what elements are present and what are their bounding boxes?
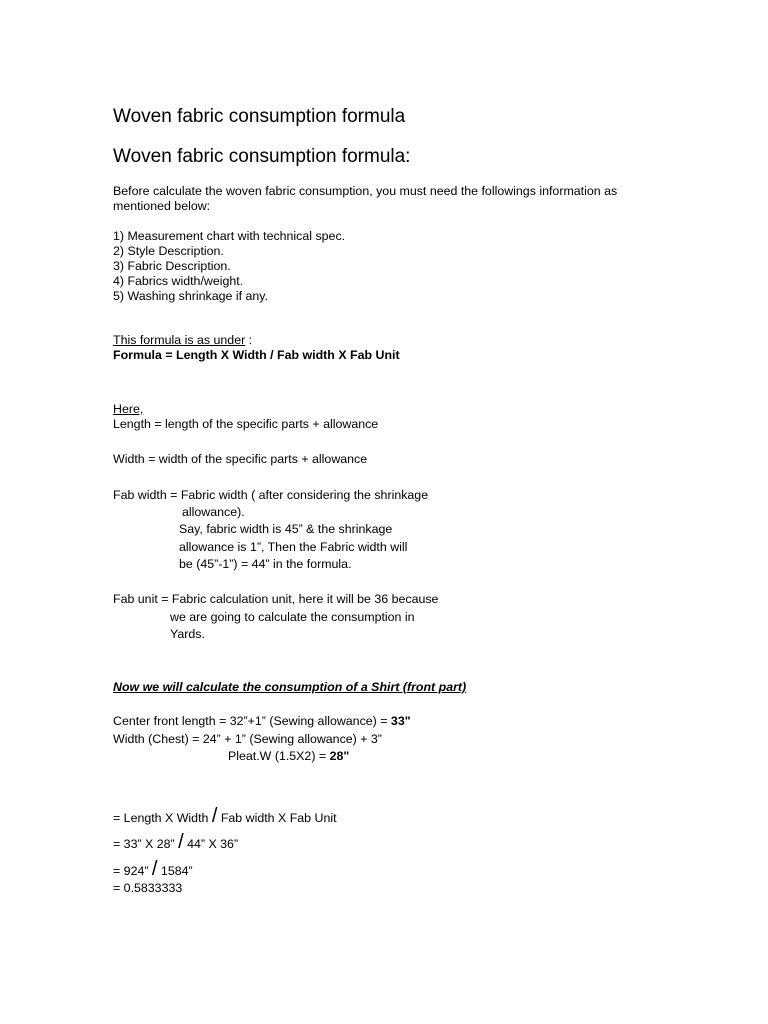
section-heading: Woven fabric consumption formula: (113, 146, 411, 167)
requirement-item: 1) Measurement chart with technical spec. (113, 229, 346, 243)
fab-unit-definition: Fab unit = Fabric calculation unit, here it will be 36 because (113, 592, 439, 606)
requirement-item: 4) Fabrics width/weight. (113, 274, 244, 288)
calc-step-1-right: Fab width X Fab Unit (217, 811, 337, 825)
formula-line: Formula = Length X Width / Fab width X Fab Unit (113, 348, 400, 362)
calc-step-3-right: 1584” (157, 864, 193, 878)
calc-step-2 (113, 831, 239, 853)
calc-step-1-left: = Length X Width (113, 811, 212, 825)
pleat-value: 28" (329, 749, 350, 763)
calc-step-2-right: 44” X 36” (183, 837, 239, 851)
fab-unit-line-2: we are going to calculate the consumption in (170, 610, 415, 624)
pleat-label: Pleat.W (1.5X2) = (228, 749, 330, 763)
formula-intro (113, 333, 252, 348)
width-definition: Width = width of the specific parts + allowance (113, 452, 368, 466)
calc-step-3 (113, 858, 193, 880)
division-slash: / (178, 831, 184, 853)
width-chest-line: Width (Chest) = 24” + 1” (Sewing allowance) + 3” (113, 732, 382, 746)
calc-result: = 0.5833333 (113, 881, 183, 895)
division-slash: / (211, 805, 218, 827)
requirement-item: 3) Fabric Description. (113, 259, 231, 273)
center-front-label: Center front length = 32”+1” (Sewing allowance) = (113, 714, 391, 728)
fab-width-line-2: allowance). (182, 505, 245, 519)
fab-width-line-4: allowance is 1”, Then the Fabric width will (179, 540, 408, 554)
division-slash: / (151, 858, 158, 880)
fab-width-line-5: be (45”-1”) = 44” in the formula. (179, 557, 352, 571)
length-definition: Length = length of the specific parts + allowance (113, 417, 379, 431)
center-front-value: 33" (390, 714, 411, 728)
requirement-item: 5) Washing shrinkage if any. (113, 289, 268, 303)
document-title: Woven fabric consumption formula (113, 106, 406, 127)
intro-line-2: mentioned below: (113, 199, 211, 213)
formula-intro-text: This formula is as under (113, 333, 246, 347)
calc-step-2-left: = 33” X 28” (113, 837, 179, 851)
fab-width-definition: Fab width = Fabric width ( after considering the shrinkage (113, 488, 429, 502)
calc-step-1 (113, 805, 337, 827)
calc-step-3-left: = 924” (113, 864, 152, 878)
here-label: Here, (113, 402, 144, 416)
formula-intro-colon: : (245, 333, 253, 347)
pleat-line (228, 749, 349, 764)
shirt-calculation-heading: Now we will calculate the consumption of a Shirt (front part) (113, 680, 467, 694)
center-front-length-line (113, 714, 411, 729)
fab-width-line-3: Say, fabric width is 45” & the shrinkage (179, 522, 393, 536)
requirement-item: 2) Style Description. (113, 244, 224, 258)
intro-line-1: Before calculate the woven fabric consumption, you must need the followings information as (113, 184, 618, 198)
fab-unit-line-3: Yards. (170, 627, 205, 641)
